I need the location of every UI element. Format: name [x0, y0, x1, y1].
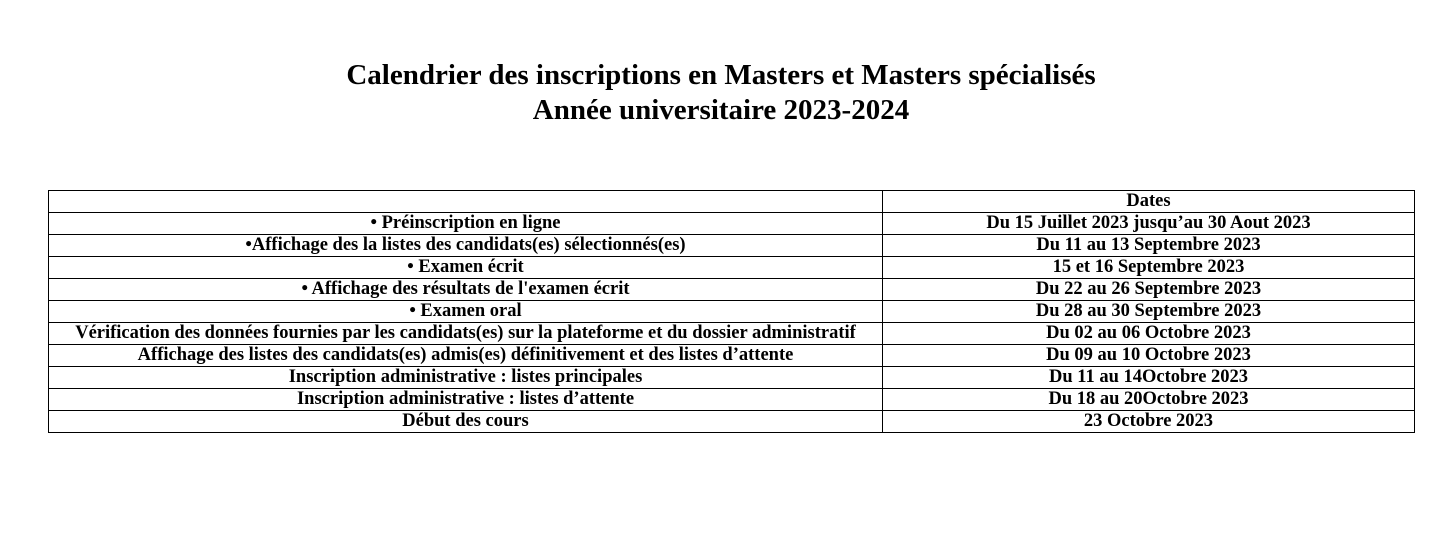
table-row — [49, 301, 1415, 323]
step-cell: • Affichage des résultats de l'examen écrit — [49, 279, 883, 301]
table-row — [49, 345, 1415, 367]
step-cell: • Examen écrit — [49, 257, 883, 279]
page-title — [0, 58, 1442, 128]
title-line-2: Année universitaire 2023-2024 — [532, 94, 910, 126]
step-cell: •Affichage des la listes des candidats(es) sélectionnés(es) — [49, 235, 883, 257]
step-cell: Inscription administrative : listes d’attente — [49, 389, 883, 411]
date-cell: Du 18 au 20Octobre 2023 — [883, 389, 1415, 411]
table-row — [49, 367, 1415, 389]
header-dates: Dates — [883, 191, 1415, 213]
header-step — [49, 191, 883, 213]
date-cell: 15 et 16 Septembre 2023 — [883, 257, 1415, 279]
table-row — [49, 389, 1415, 411]
date-cell: Du 11 au 14Octobre 2023 — [883, 367, 1415, 389]
step-cell: Vérification des données fournies par les candidats(es) sur la plateforme et du dossier administratif — [49, 323, 883, 345]
calendar-table — [48, 190, 1415, 433]
date-cell: Du 02 au 06 Octobre 2023 — [883, 323, 1415, 345]
table-row — [49, 235, 1415, 257]
table-row — [49, 279, 1415, 301]
date-cell: Du 15 Juillet 2023 jusqu’au 30 Aout 2023 — [883, 213, 1415, 235]
step-cell: Affichage des listes des candidats(es) admis(es) définitivement et des listes d’attente — [49, 345, 883, 367]
step-cell: • Examen oral — [49, 301, 883, 323]
table-header-row — [49, 191, 1415, 213]
table-row — [49, 411, 1415, 433]
title-line-1: Calendrier des inscriptions en Masters et Masters spécialisés — [346, 59, 1096, 91]
table-row — [49, 323, 1415, 345]
date-cell: Du 09 au 10 Octobre 2023 — [883, 345, 1415, 367]
date-cell: Du 11 au 13 Septembre 2023 — [883, 235, 1415, 257]
date-cell: 23 Octobre 2023 — [883, 411, 1415, 433]
date-cell: Du 28 au 30 Septembre 2023 — [883, 301, 1415, 323]
date-cell: Du 22 au 26 Septembre 2023 — [883, 279, 1415, 301]
table-row — [49, 257, 1415, 279]
step-cell: Début des cours — [49, 411, 883, 433]
step-cell: • Préinscription en ligne — [49, 213, 883, 235]
step-cell: Inscription administrative : listes principales — [49, 367, 883, 389]
table-row — [49, 213, 1415, 235]
